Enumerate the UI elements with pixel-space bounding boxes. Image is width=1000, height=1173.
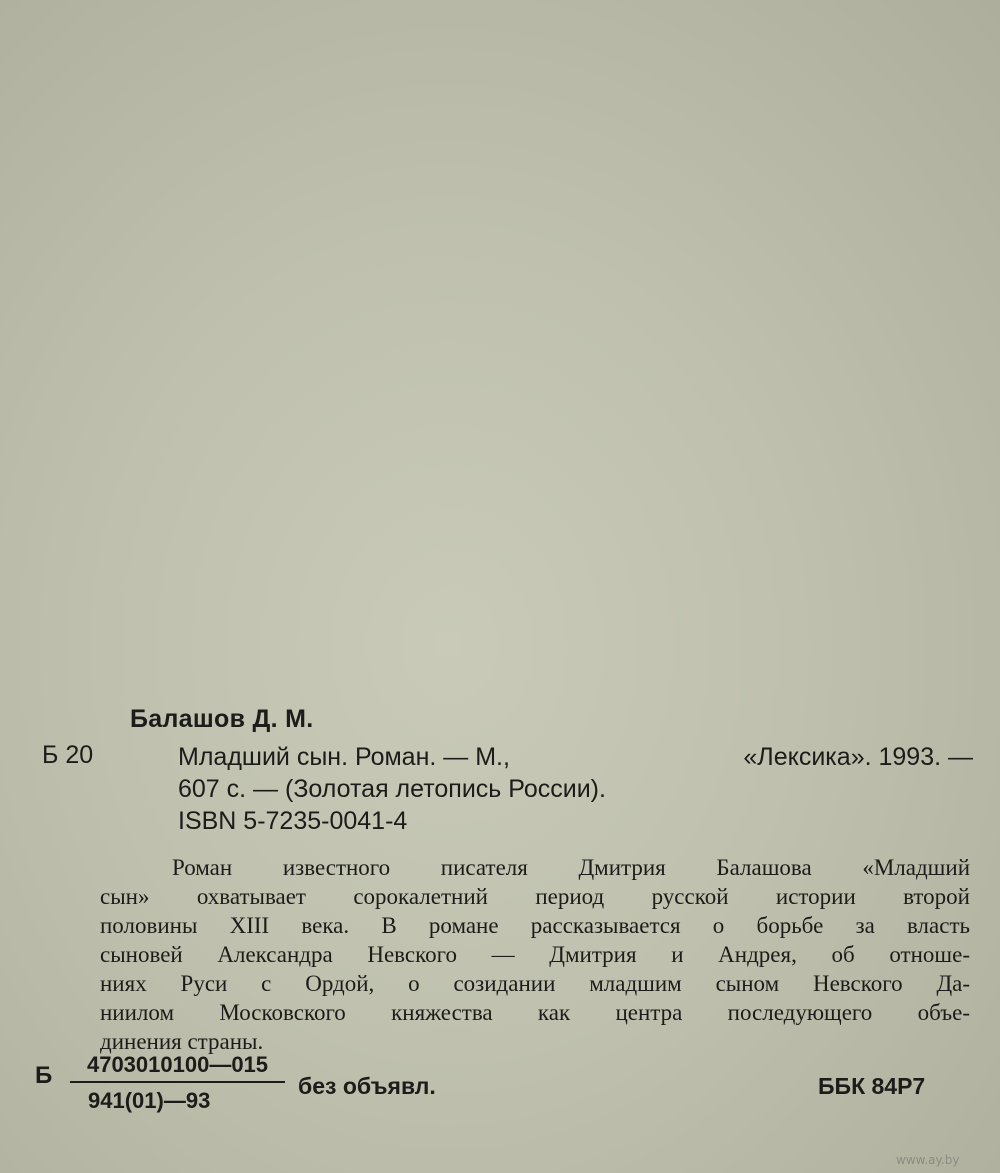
annotation-line: половины XIII века. В романе рассказывается о борьбе за власть — [100, 913, 970, 938]
author-name: Балашов Д. М. — [130, 705, 314, 733]
bbk-code: ББК 84Р7 — [818, 1073, 926, 1099]
isbn: ISBN 5-7235-0041-4 — [178, 807, 408, 835]
annotation-line: Роман известного писателя Дмитрия Балашова «Младший — [172, 855, 970, 880]
biblio-line-1 — [178, 741, 973, 773]
book-annotation — [100, 853, 970, 1056]
biblio-publisher: «Лексика». 1993. — — [743, 743, 973, 771]
annotation-line: сыновей Александра Невского — Дмитрия и Андрея, об отноше- — [100, 942, 970, 967]
site-watermark: www.ay.by — [896, 1153, 960, 1167]
library-code: Б 20 — [42, 741, 94, 769]
fraction-denominator: 941(01)—93 — [88, 1088, 211, 1113]
publication-index-fraction — [70, 1052, 285, 1114]
biblio-line-2: 607 с. — (Золотая летопись России). — [178, 775, 606, 803]
annotation-line: ниях Руси с Ордой, о созидании младшим сыном Невского Да- — [100, 971, 970, 996]
footer-letter: Б — [35, 1062, 53, 1089]
annotation-line: сын» охватывает сорокалетний период русской истории второй — [100, 884, 970, 909]
fraction-numerator: 4703010100—015 — [86, 1052, 269, 1077]
no-announcement-note: без объявл. — [298, 1073, 436, 1099]
annotation-line: ниилом Московского княжества как центра последующего объе- — [100, 1000, 970, 1025]
biblio-title: Младший сын. Роман. — М., — [178, 743, 510, 771]
bibliographic-record — [178, 741, 973, 837]
annotation-line: динения страны. — [100, 1029, 264, 1054]
